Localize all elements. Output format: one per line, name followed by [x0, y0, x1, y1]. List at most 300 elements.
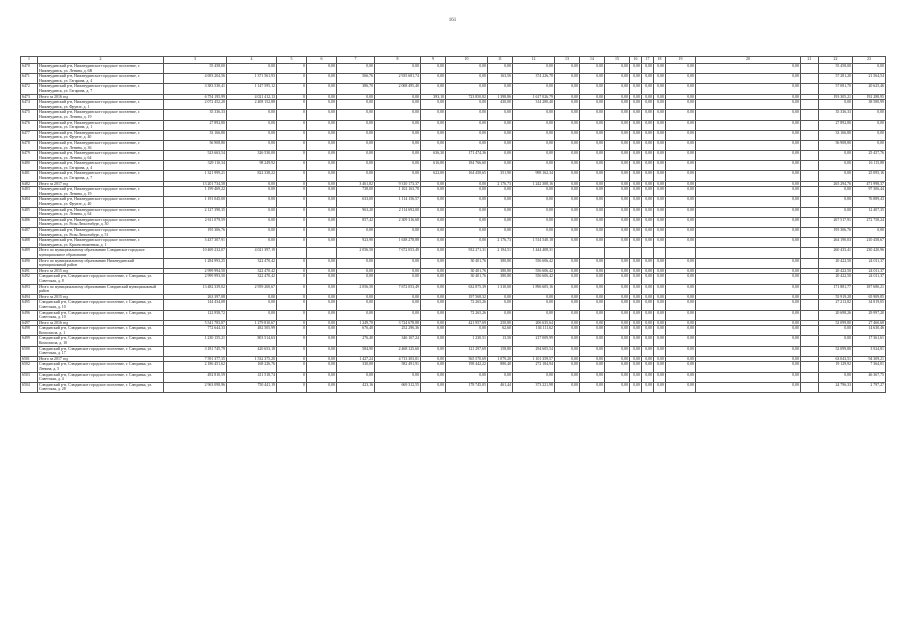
value-cell: 0,00 [375, 94, 421, 100]
value-cell: 0,00 [446, 110, 488, 120]
value-cell: 0,00 [654, 300, 666, 310]
value-cell: 55 919,28 [819, 294, 853, 300]
value-cell: 0,00 [227, 64, 277, 74]
value-cell: 20 698,26 [819, 310, 853, 320]
value-cell: 0,00 [421, 207, 446, 217]
value-cell: 0,00 [555, 100, 580, 110]
value-cell: 0,00 [642, 94, 654, 100]
address-cell: Нижнеудинский р-н, Нижнеудинское городское поселение, г. Нижнеудинск, ул. Ленина, д. 19 [38, 110, 164, 120]
value-cell: 0,00 [375, 274, 421, 284]
value-cell: 0,00 [488, 110, 513, 120]
value-cell: 0,00 [666, 294, 696, 300]
value-cell: 17 361,61 [853, 336, 886, 346]
value-cell: 0,00 [307, 274, 337, 284]
value-cell: 556 606,42 [513, 258, 555, 268]
value-cell: 0,00 [696, 74, 801, 84]
value-cell: 0,00 [819, 100, 853, 110]
value-cell: 2 797,27 [853, 382, 886, 392]
value-cell: 0,00 [819, 187, 853, 197]
value-cell: 0,00 [654, 74, 666, 84]
value-cell: 0,00 [555, 238, 580, 248]
value-cell: 0,00 [513, 161, 555, 171]
value-cell: 0,00 [421, 181, 446, 187]
value-cell: 0 [277, 238, 307, 248]
row-number-cell: 6492 [21, 274, 38, 284]
value-cell: 0,00 [580, 84, 605, 94]
column-number-2: 2 [38, 57, 164, 64]
value-cell: 0,00 [580, 382, 605, 392]
value-cell: 0,00 [630, 258, 642, 268]
value-cell: 0,00 [696, 84, 801, 94]
value-cell: 0,00 [555, 110, 580, 120]
value-cell: 0 [277, 110, 307, 120]
empty-cell [801, 171, 819, 181]
table-row [21, 310, 886, 320]
value-cell: 322 470,42 [227, 268, 277, 274]
value-cell: 0,00 [421, 336, 446, 346]
address-cell: Слюдянский р-н, Слюдянское городское поселение, г. Слюдянка, ул. Советская, д. 28 [38, 382, 164, 392]
table-row [21, 100, 886, 110]
value-cell: 0,00 [642, 151, 654, 161]
value-cell: 0,00 [375, 110, 421, 120]
value-cell: 0,00 [654, 171, 666, 181]
value-cell: 0,00 [605, 382, 630, 392]
value-cell: 0,00 [642, 217, 654, 227]
value-cell: 0,00 [227, 217, 277, 227]
value-cell: 260 433,41 [819, 248, 853, 258]
address-cell: Нижнеудинский р-н, Нижнеудинское городское поселение, г. Нижнеудинск, ул. Фрунзе, д. 1 [38, 100, 164, 110]
value-cell: 0,00 [630, 217, 642, 227]
value-cell: 0,00 [555, 74, 580, 84]
value-cell: 0,00 [421, 238, 446, 248]
value-cell: 0,00 [446, 207, 488, 217]
table-row [21, 197, 886, 207]
value-cell: 380,80 [488, 268, 513, 274]
value-cell: 0,00 [580, 181, 605, 187]
value-cell: 326 530,00 [227, 151, 277, 161]
value-cell: 0,00 [666, 382, 696, 392]
value-cell: 0,00 [630, 181, 642, 187]
value-cell: 0,00 [307, 120, 337, 130]
value-cell: 0,00 [642, 84, 654, 94]
value-cell: 1 230 155,21 [164, 336, 227, 346]
value-cell: 0,00 [513, 120, 555, 130]
value-cell: 94 309,21 [853, 356, 886, 362]
value-cell: 963,20 [337, 207, 375, 217]
value-cell: 98 249,92 [227, 161, 277, 171]
value-cell: 0,00 [337, 294, 375, 300]
value-cell: 0,00 [605, 74, 630, 84]
value-cell: 25 095,16 [853, 171, 886, 181]
value-cell: 0,00 [605, 207, 630, 217]
value-cell: 0,00 [654, 382, 666, 392]
value-cell: 0,00 [307, 300, 337, 310]
value-cell: 2 468 125,60 [375, 346, 421, 356]
value-cell: 0,00 [421, 362, 446, 372]
value-cell: 197 568,32 [446, 294, 488, 300]
value-cell: 0,00 [227, 294, 277, 300]
value-cell: 393,10 [421, 94, 446, 100]
value-cell: 24 011,37 [853, 274, 886, 284]
value-cell: 0,00 [642, 120, 654, 130]
value-cell: 0,00 [421, 84, 446, 94]
value-cell: 4 021 412,13 [227, 94, 277, 100]
row-number-cell: 6480 [21, 161, 38, 171]
row-number-cell: 6479 [21, 151, 38, 161]
value-cell: 0,00 [555, 64, 580, 74]
value-cell: 0,00 [580, 161, 605, 171]
value-cell: 0,00 [654, 110, 666, 120]
empty-cell [801, 130, 819, 140]
value-cell: 0,00 [307, 284, 337, 294]
value-cell: 0,00 [630, 151, 642, 161]
value-cell: 322 470,42 [227, 274, 277, 284]
table-row [21, 346, 886, 356]
empty-cell [801, 217, 819, 227]
value-cell: 0,00 [555, 197, 580, 207]
value-cell: 420 653,18 [227, 346, 277, 356]
address-cell: Нижнеудинский р-н, Нижнеудинское городское поселение, г. Нижнеудинск, ул. Гагарина, д. 7 [38, 171, 164, 181]
value-cell: 373 221,98 [513, 382, 555, 392]
row-number-cell: 6495 [21, 300, 38, 310]
value-cell: 0,00 [421, 120, 446, 130]
value-cell: 0,00 [819, 197, 853, 207]
value-cell: 1 102 163,78 [375, 187, 421, 197]
value-cell: 0,00 [513, 110, 555, 120]
value-cell [580, 248, 605, 258]
address-cell: Слюдянский р-н, Слюдянское городское поселение, г. Слюдянка, ул. Комсомола, д. 1 [38, 326, 164, 336]
column-number-15: 15 [605, 57, 630, 64]
value-cell: 0,00 [605, 171, 630, 181]
value-cell: 0,00 [666, 181, 696, 187]
value-cell: 2 963 098,96 [164, 382, 227, 392]
row-number-cell: 6501 [21, 356, 38, 362]
row-number-cell: 6484 [21, 197, 38, 207]
value-cell: 0,00 [513, 207, 555, 217]
value-cell: 0 [277, 362, 307, 372]
value-cell [630, 248, 642, 258]
value-cell: 0,00 [307, 356, 337, 362]
row-number-cell: 6482 [21, 181, 38, 187]
value-cell: 0,00 [605, 120, 630, 130]
row-number-cell: 6475 [21, 110, 38, 120]
value-cell: 20 422,50 [819, 268, 853, 274]
value-cell: 0,00 [580, 100, 605, 110]
value-cell: 230 420,96 [853, 248, 886, 258]
value-cell: 0,00 [307, 151, 337, 161]
value-cell: 0,00 [630, 100, 642, 110]
value-cell: 2 309 316,68 [375, 217, 421, 227]
value-cell: 0,00 [337, 140, 375, 150]
header-row [21, 57, 886, 64]
address-cell: Итого за 2015 год [38, 294, 164, 300]
value-cell: 0,00 [421, 140, 446, 150]
value-cell: 0,00 [605, 346, 630, 356]
value-cell: 584,90 [337, 346, 375, 356]
value-cell: 0,00 [666, 110, 696, 120]
empty-cell [801, 284, 819, 294]
empty-cell [801, 248, 819, 258]
value-cell: 0,00 [555, 140, 580, 150]
value-cell: 0,00 [421, 100, 446, 110]
value-cell: 0,00 [605, 228, 630, 238]
value-cell: 0,00 [642, 181, 654, 187]
value-cell: 0,00 [605, 100, 630, 110]
address-cell: Нижнеудинский р-н, Нижнеудинское городское поселение, г. Нижнеудинск, ул. Ленина, д. 19 [38, 187, 164, 197]
value-cell: 252 296,36 [375, 326, 421, 336]
value-cell: 0,00 [630, 284, 642, 294]
value-cell: 0,00 [630, 161, 642, 171]
address-cell: Итого за 2016 год [38, 94, 164, 100]
value-cell: 0,00 [696, 372, 801, 382]
value-cell: 171 881,77 [819, 284, 853, 294]
address-cell: Слюдянский р-н, Слюдянское городское поселение, г. Слюдянка, ул. Советская, д. 8 [38, 274, 164, 284]
value-cell: 0,00 [307, 228, 337, 238]
value-cell: 0,00 [853, 120, 886, 130]
table-row [21, 161, 886, 171]
value-cell: 622,00 [421, 171, 446, 181]
value-cell: 556 606,42 [513, 268, 555, 274]
value-cell: 430,00 [488, 100, 513, 110]
value-cell: 0 [277, 130, 307, 140]
value-cell: 0,00 [630, 64, 642, 74]
row-number-cell: 6476 [21, 120, 38, 130]
value-cell: 0,00 [605, 197, 630, 207]
value-cell: 10 469 232,07 [164, 248, 227, 258]
empty-cell [801, 140, 819, 150]
value-cell: 0,00 [605, 320, 630, 326]
value-cell: 0,00 [605, 310, 630, 320]
value-cell: 421 957,69 [446, 320, 488, 326]
value-cell: 0,00 [642, 268, 654, 274]
value-cell: 2 408 152,88 [227, 100, 277, 110]
value-cell: 582 491,91 [375, 362, 421, 372]
value-cell: 0,00 [696, 130, 801, 140]
empty-cell [801, 100, 819, 110]
column-number-1: 1 [21, 57, 38, 64]
value-cell: 0,00 [642, 207, 654, 217]
value-cell: 0,00 [375, 100, 421, 110]
value-cell: 0,00 [605, 238, 630, 248]
value-cell: 0,00 [605, 294, 630, 300]
value-cell: 0 [277, 258, 307, 268]
value-cell: 0,00 [227, 207, 277, 217]
value-cell: 0,00 [630, 372, 642, 382]
value-cell: 0,00 [446, 197, 488, 207]
value-cell: 0 [277, 120, 307, 130]
value-cell: 0,00 [696, 228, 801, 238]
address-cell: Нижнеудинский р-н, Нижнеудинское городское поселение, г. Нижнеудинск, ул. Ленина, д. 36 [38, 140, 164, 150]
value-cell: 0,00 [654, 274, 666, 284]
value-cell: 471 998,37 [853, 181, 886, 187]
value-cell: 0,00 [630, 238, 642, 248]
value-cell: 0,00 [307, 362, 337, 372]
value-cell: 63 043,51 [819, 356, 853, 362]
value-cell: 2 186 451,62 [164, 362, 227, 372]
value-cell: 0,00 [642, 336, 654, 346]
value-cell: 1 191 045,00 [164, 197, 227, 207]
value-cell: 0,00 [630, 171, 642, 181]
value-cell: 0,00 [666, 64, 696, 74]
value-cell: 0,00 [307, 310, 337, 320]
value-cell: 272 184,94 [513, 362, 555, 372]
value-cell: 0,00 [555, 151, 580, 161]
column-number-20: 20 [696, 57, 801, 64]
value-cell: 1 230,51 [446, 336, 488, 346]
value-cell: 276,40 [337, 336, 375, 346]
value-cell: 72 265,26 [446, 300, 488, 310]
value-cell: 0,00 [337, 268, 375, 274]
value-cell: 0,00 [375, 130, 421, 140]
value-cell: 386,70 [337, 84, 375, 94]
table-row [21, 110, 886, 120]
value-cell: 0,00 [853, 140, 886, 150]
value-cell: 0,00 [580, 258, 605, 268]
value-cell: 0,00 [605, 336, 630, 346]
value-cell: 163,56 [488, 74, 513, 84]
value-cell: 0,00 [337, 300, 375, 310]
value-cell: 0,00 [666, 74, 696, 84]
column-number-3: 3 [164, 57, 227, 64]
address-cell: Итого по муниципальному образованию Слюдянское городское муниципальное образование [38, 248, 164, 258]
value-cell: 27 892,80 [819, 120, 853, 130]
value-cell: 0,00 [375, 161, 421, 171]
value-cell: 0,00 [696, 356, 801, 362]
row-number-cell: 6486 [21, 217, 38, 227]
value-cell: 0,00 [513, 130, 555, 140]
value-cell: 0,00 [696, 217, 801, 227]
value-cell: 0,00 [696, 197, 801, 207]
value-cell: 0,00 [605, 110, 630, 120]
value-cell: 0,00 [654, 372, 666, 382]
value-cell: 0,00 [630, 320, 642, 326]
address-cell: Слюдянский р-н, Слюдянское городское поселение, г. Слюдянка, ул. Ленина, д. 5 [38, 362, 164, 372]
value-cell: 0,00 [654, 268, 666, 274]
value-cell: 0,00 [421, 300, 446, 310]
column-number-14: 14 [580, 57, 605, 64]
value-cell: 0,00 [654, 140, 666, 150]
value-cell: 24 796,33 [819, 382, 853, 392]
value-cell: 0,00 [488, 294, 513, 300]
value-cell: 0,00 [696, 326, 801, 336]
value-cell: 0,00 [630, 130, 642, 140]
value-cell: 0,00 [696, 382, 801, 392]
value-cell: 0,00 [488, 187, 513, 197]
value-cell: 556 606,42 [513, 274, 555, 284]
value-cell: 0,00 [666, 356, 696, 362]
value-cell: 27 213,82 [819, 300, 853, 310]
value-cell: 0,00 [421, 74, 446, 84]
value-cell: 1 199 469,22 [164, 187, 227, 197]
row-number-cell: 6472 [21, 84, 38, 94]
value-cell: 195 306,76 [819, 228, 853, 238]
value-cell: 0,00 [630, 207, 642, 217]
value-cell: 0,00 [337, 94, 375, 100]
value-cell: 346 167,24 [375, 336, 421, 346]
value-cell: 0,00 [642, 228, 654, 238]
value-cell: 0,00 [421, 274, 446, 284]
table-row [21, 130, 886, 140]
value-cell: 0 [277, 100, 307, 110]
value-cell: 0,00 [555, 187, 580, 197]
value-cell: 0,00 [307, 382, 337, 392]
value-cell: 9 310 173,37 [375, 181, 421, 187]
value-cell: 0,00 [696, 100, 801, 110]
value-cell: 0,00 [375, 268, 421, 274]
value-cell: 0,00 [488, 197, 513, 207]
value-cell: 0,00 [337, 161, 375, 171]
value-cell: 0,00 [307, 187, 337, 197]
value-cell: 0,00 [488, 120, 513, 130]
row-number-cell: 6502 [21, 362, 38, 372]
value-cell: 0 [277, 300, 307, 310]
value-cell: 0,00 [696, 346, 801, 356]
address-cell: Итого по муниципальному образованию Слюдянский муниципальный район [38, 284, 164, 294]
table-row [21, 120, 886, 130]
address-cell: Итого за 2017 год [38, 181, 164, 187]
row-number-cell: 6503 [21, 372, 38, 382]
value-cell: 33 166,80 [819, 130, 853, 140]
table-row [21, 187, 886, 197]
value-cell: 0,00 [630, 326, 642, 336]
value-cell: 0,00 [555, 294, 580, 300]
value-cell: 1 617 026,79 [513, 94, 555, 100]
value-cell [642, 248, 654, 258]
value-cell: 13 201 734,58 [164, 181, 227, 187]
value-cell: 1 147 595,12 [227, 84, 277, 94]
value-cell: 0,00 [227, 238, 277, 248]
value-cell: 0,00 [696, 181, 801, 187]
value-cell: 0,00 [696, 320, 801, 326]
empty-cell [801, 336, 819, 346]
value-cell: 0,00 [696, 310, 801, 320]
value-cell: 0 [277, 274, 307, 284]
value-cell: 0,00 [555, 320, 580, 326]
value-cell: 33 166,80 [164, 130, 227, 140]
value-cell: 0 [277, 74, 307, 84]
value-cell: 0,00 [513, 217, 555, 227]
column-number-19: 19 [666, 57, 696, 64]
empty-cell [801, 84, 819, 94]
value-cell: 0,00 [666, 187, 696, 197]
value-cell: 0,00 [642, 346, 654, 356]
address-cell: Итого за 2015 год [38, 268, 164, 274]
value-cell: 0 [277, 284, 307, 294]
value-cell: 0,00 [580, 268, 605, 274]
empty-cell [801, 187, 819, 197]
value-cell: 0,00 [488, 64, 513, 74]
value-cell: 329 110,34 [164, 161, 227, 171]
value-cell: 0,00 [605, 217, 630, 227]
value-cell: 0,00 [642, 310, 654, 320]
value-cell: 0,00 [696, 336, 801, 346]
value-cell: 0,00 [337, 274, 375, 284]
value-cell: 198 442,22 [446, 362, 488, 372]
value-cell: 0,00 [654, 197, 666, 207]
value-cell: 0,00 [666, 362, 696, 372]
value-cell: 0,00 [555, 362, 580, 372]
column-number-5: 5 [277, 57, 307, 64]
table-row [21, 274, 886, 284]
value-cell: 0,00 [580, 74, 605, 84]
value-cell: 0,00 [642, 294, 654, 300]
column-number-22: 22 [819, 57, 853, 64]
column-number-8: 8 [375, 57, 421, 64]
value-cell: 0,00 [696, 268, 801, 274]
value-cell: 0,00 [337, 110, 375, 120]
value-cell: 0,00 [446, 74, 488, 84]
value-cell: 168 226,76 [227, 362, 277, 372]
